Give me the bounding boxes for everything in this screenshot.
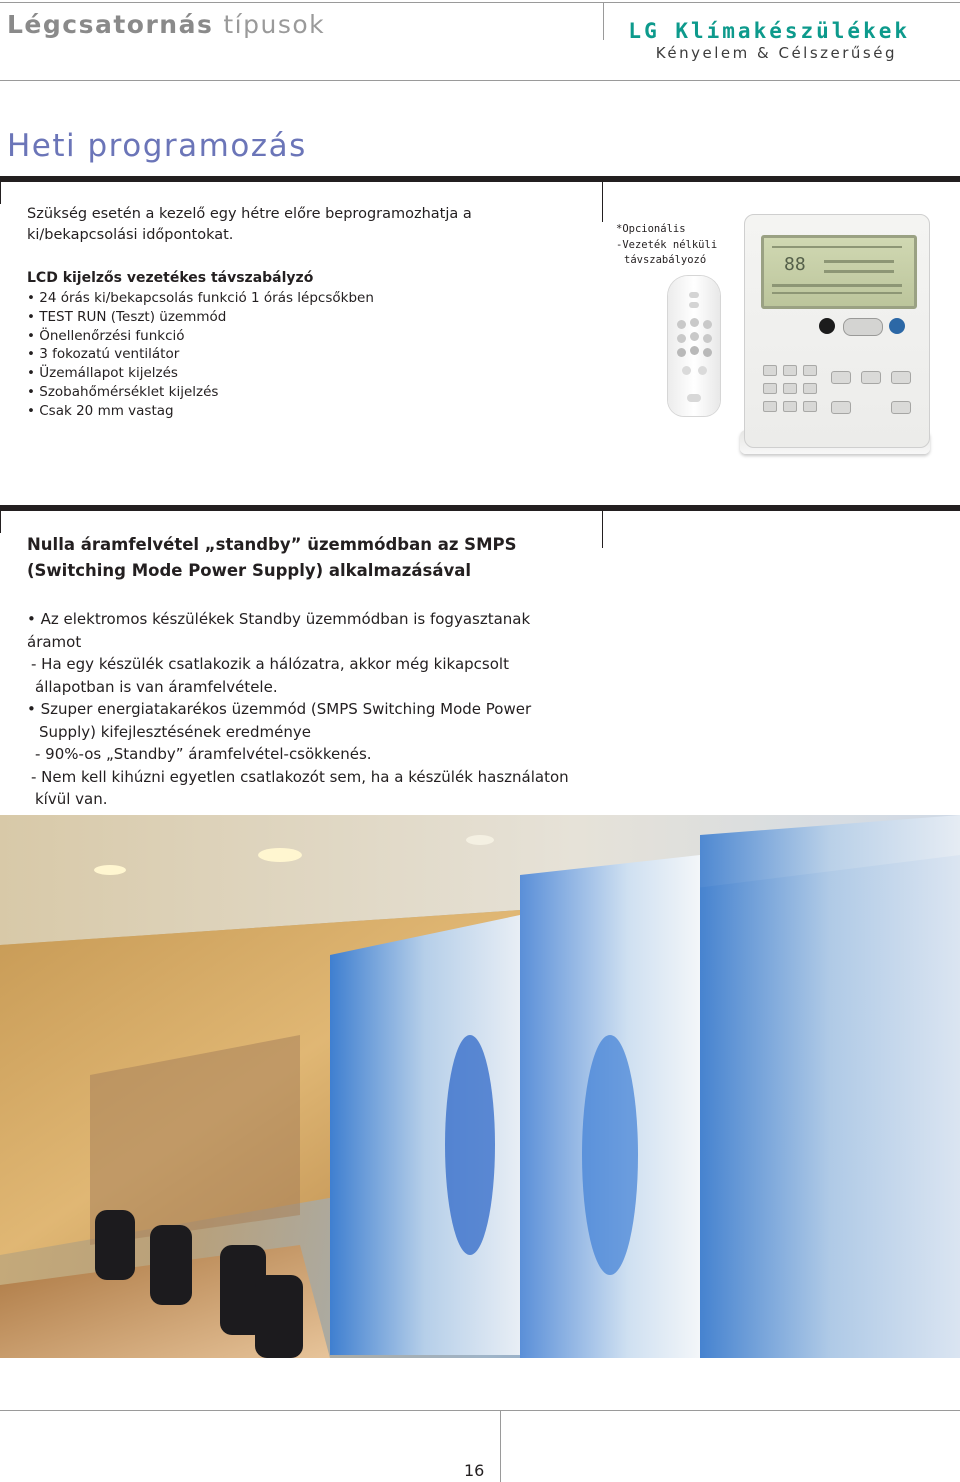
body-line: • Az elektromos készülékek Standby üzemmódban is fogyasztanak — [27, 610, 531, 628]
section2-title-line: Nulla áramfelvétel „standby” üzemmódban az SMPS — [27, 535, 517, 554]
section-rule-tick — [0, 182, 1, 204]
section-rule-tick — [602, 511, 603, 548]
body-line: Supply) kifejlesztésének eredménye — [39, 722, 311, 741]
section-rule — [0, 176, 960, 182]
list-item: • TEST RUN (Teszt) üzemmód — [27, 308, 227, 325]
intro-text: Szükség esetén a kezelő egy hétre előre beprogramozhatja a ki/bekapcsolási időpontokat. — [27, 206, 472, 243]
header-divider — [603, 2, 604, 40]
header-title-light: típusok — [223, 10, 326, 39]
section2-body — [27, 608, 569, 811]
footer-divider — [500, 1410, 501, 1482]
list-item: • Szobahőmérséklet kijelzés — [27, 383, 219, 400]
power-button-image — [819, 318, 835, 334]
optional-note-line: *Opcionális — [616, 223, 686, 235]
feature-list — [27, 289, 374, 421]
page-number: 16 — [464, 1461, 485, 1480]
optional-note — [616, 222, 717, 269]
section2-title-line: (Switching Mode Power Supply) alkalmazásával — [27, 561, 472, 580]
lcd-remote-title: LCD kijelzős vezetékes távszabályzó — [27, 270, 314, 286]
section2-title — [27, 532, 516, 584]
lcd-digits: 88 — [784, 254, 806, 275]
set-button-image — [843, 318, 883, 336]
blue-button-image — [889, 318, 905, 334]
section-rule-tick — [602, 182, 603, 222]
office-photo-art — [0, 815, 960, 1358]
body-line: • Szuper energiatakarékos üzemmód (SMPS Switching Mode Power — [27, 700, 532, 718]
footer-rule — [0, 1410, 960, 1411]
page-heading: Heti programozás — [7, 128, 307, 164]
header-bottom-rule — [0, 80, 960, 81]
body-line: állapotban is van áramfelvétele. — [35, 677, 278, 696]
header-title — [7, 10, 325, 39]
header-top-rule — [0, 2, 960, 3]
optional-note-line: -Vezeték nélküli — [616, 238, 718, 251]
list-item: • 24 órás ki/bekapcsolás funkció 1 órás lépcsőkben — [27, 290, 374, 306]
header-title-strong: Légcsatornás — [7, 10, 214, 39]
body-line: - Nem kell kihúzni egyetlen csatlakozót sem, ha a készülék használaton — [31, 767, 569, 786]
body-line: kívül van. — [35, 790, 108, 808]
lcd-display — [761, 235, 917, 309]
list-item: • Csak 20 mm vastag — [27, 402, 174, 419]
list-item: • Üzemállapot kijelzés — [27, 365, 178, 382]
wireless-remote-image — [668, 276, 720, 416]
body-line: - Ha egy készülék csatlakozik a hálózatra, akkor még kikapcsolt — [31, 655, 509, 673]
list-item: • 3 fokozatú ventilátor — [27, 346, 180, 363]
wired-controller-image — [744, 214, 930, 448]
header-brand: LG Klímakészülékek — [628, 19, 910, 43]
list-item: • Önellenőrzési funkció — [27, 327, 185, 344]
header-tagline: Kényelem & Célszerűség — [655, 44, 897, 62]
body-line: - 90%-os „Standby” áramfelvétel-csökkenés. — [35, 745, 372, 763]
section-rule — [0, 505, 960, 511]
body-line: áramot — [27, 632, 82, 651]
section-rule-tick — [0, 511, 1, 533]
office-photo — [0, 815, 960, 1358]
optional-note-line: távszabályozó — [624, 254, 707, 266]
